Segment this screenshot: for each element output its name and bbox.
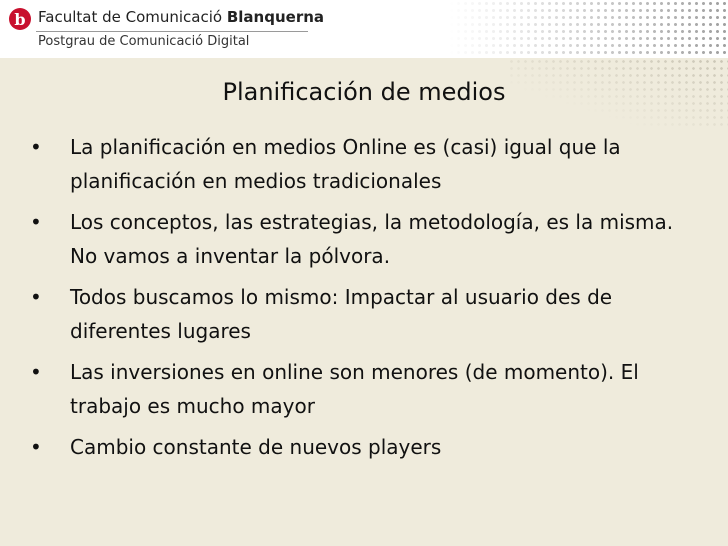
bullet-text: Todos buscamos lo mismo: Impactar al usuario des de diferentes lugares <box>70 285 613 343</box>
bullet-item <box>28 280 698 348</box>
logo-letter: b <box>14 9 26 29</box>
header-band <box>0 0 728 58</box>
header-divider <box>36 31 308 32</box>
blanquerna-logo <box>9 8 31 30</box>
slide-title <box>0 78 728 106</box>
dot-pattern <box>448 0 728 58</box>
bullet-dot-icon: • <box>30 285 42 309</box>
bullet-list <box>28 130 698 471</box>
bullet-item <box>28 130 698 198</box>
bullet-item <box>28 355 698 423</box>
bullet-text: Las inversiones en online son menores (de momento). El trabajo es mucho mayor <box>70 360 639 418</box>
bullet-dot-icon: • <box>30 360 42 384</box>
bullet-dot-icon: • <box>30 210 42 234</box>
faculty-prefix: Facultat de Comunicació <box>38 8 227 26</box>
faculty-bold: Blanquerna <box>226 8 325 26</box>
bullet-item <box>28 430 698 464</box>
program-name: Postgrau de Comunicació Digital <box>38 34 250 49</box>
faculty-name <box>38 8 324 26</box>
bullet-text: La planificación en medios Online es (casi) igual que la planificación en medios tradicionales <box>70 135 621 193</box>
bullet-text: Cambio constante de nuevos players <box>70 435 442 459</box>
bullet-text: Los conceptos, las estrategias, la metodología, es la misma. No vamos a inventar la pólvora. <box>70 210 674 268</box>
bullet-dot-icon: • <box>30 435 42 459</box>
bullet-dot-icon: • <box>30 135 42 159</box>
slide-title-text: Planificación de medios <box>222 78 506 106</box>
bullet-item <box>28 205 698 273</box>
